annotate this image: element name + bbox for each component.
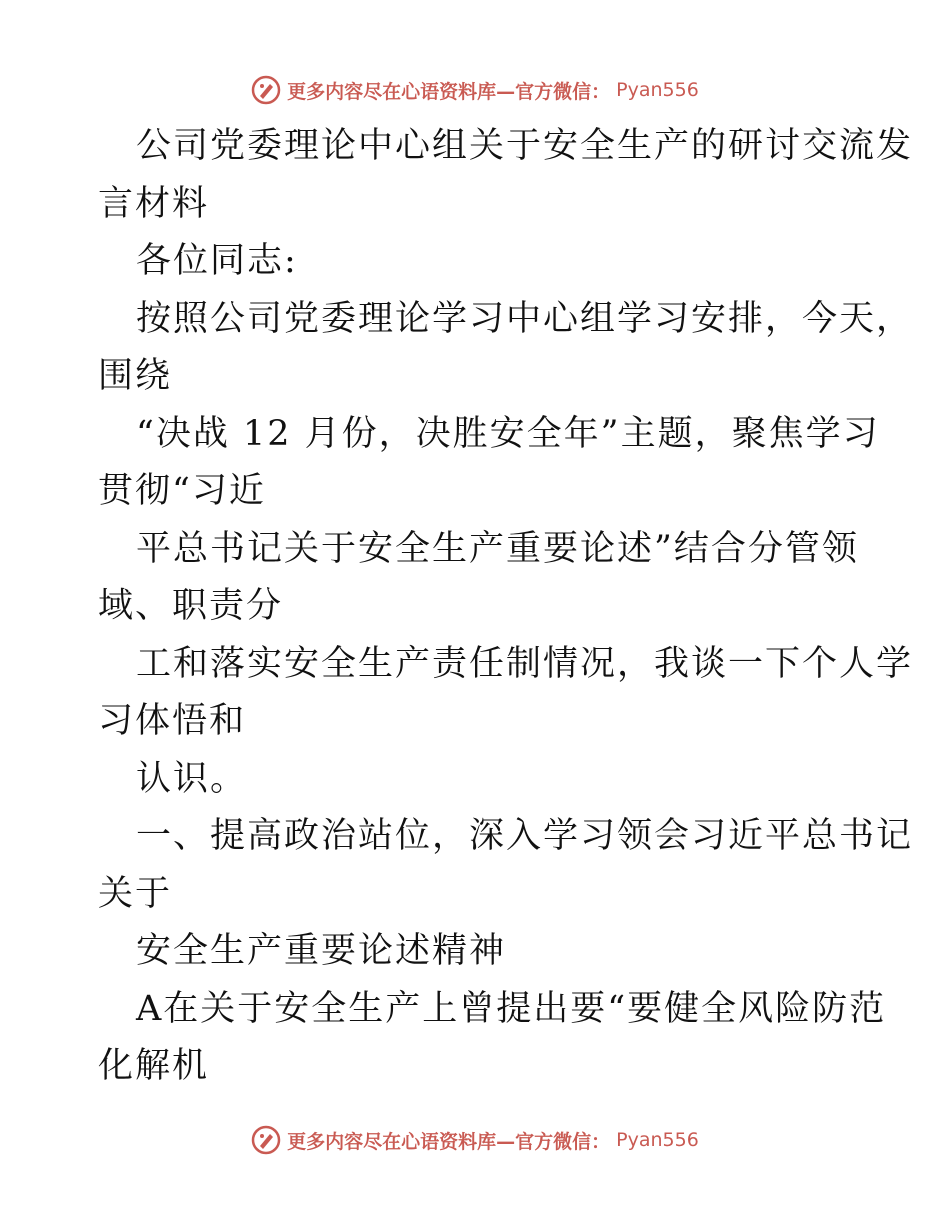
watermark-text: 更多内容尽在心语资料库—官方微信： <box>287 1130 611 1153</box>
watermark-footer <box>0 1120 950 1160</box>
text-line: 按照公司党委理论学习中心组学习安排，今天， <box>136 298 914 339</box>
text-line: A在关于安全生产上曾提出要“要健全风险防范 <box>136 988 887 1029</box>
text-line: 公司党委理论中心组关于安全生产的研讨交流发 <box>136 126 914 166</box>
text-line: 关于 <box>98 873 173 914</box>
text-line: 域、职责分 <box>98 586 284 626</box>
text-line: 平总书记关于安全生产重要论述”结合分管领 <box>136 528 859 569</box>
text-line: 安全生产重要论述精神 <box>136 931 507 971</box>
text-line: 围绕 <box>98 356 173 396</box>
pen-logo-icon <box>251 75 281 105</box>
pen-logo-icon <box>251 1125 281 1155</box>
document-body <box>98 118 914 1096</box>
text-line: 工和落实安全生产责任制情况，我谈一下个人学 <box>136 643 914 684</box>
watermark-header <box>0 70 950 110</box>
text-line: “决战 12 月份，决胜安全年”主题，聚焦学习 <box>136 413 880 454</box>
text-line: 化解机 <box>98 1046 210 1086</box>
text-line: 一、提高政治站位，深入学习领会习近平总书记 <box>136 816 914 856</box>
text-line: 习体悟和 <box>98 701 247 741</box>
watermark-wechat-id: Pyan556 <box>616 1129 699 1151</box>
text-line: 贯彻“习近 <box>98 471 266 511</box>
text-line: 各位同志: <box>136 241 298 281</box>
text-line: 认识。 <box>136 758 248 799</box>
watermark-wechat-id: Pyan556 <box>616 79 699 101</box>
watermark-text: 更多内容尽在心语资料库—官方微信： <box>287 80 611 103</box>
text-line: 言材料 <box>98 183 210 224</box>
